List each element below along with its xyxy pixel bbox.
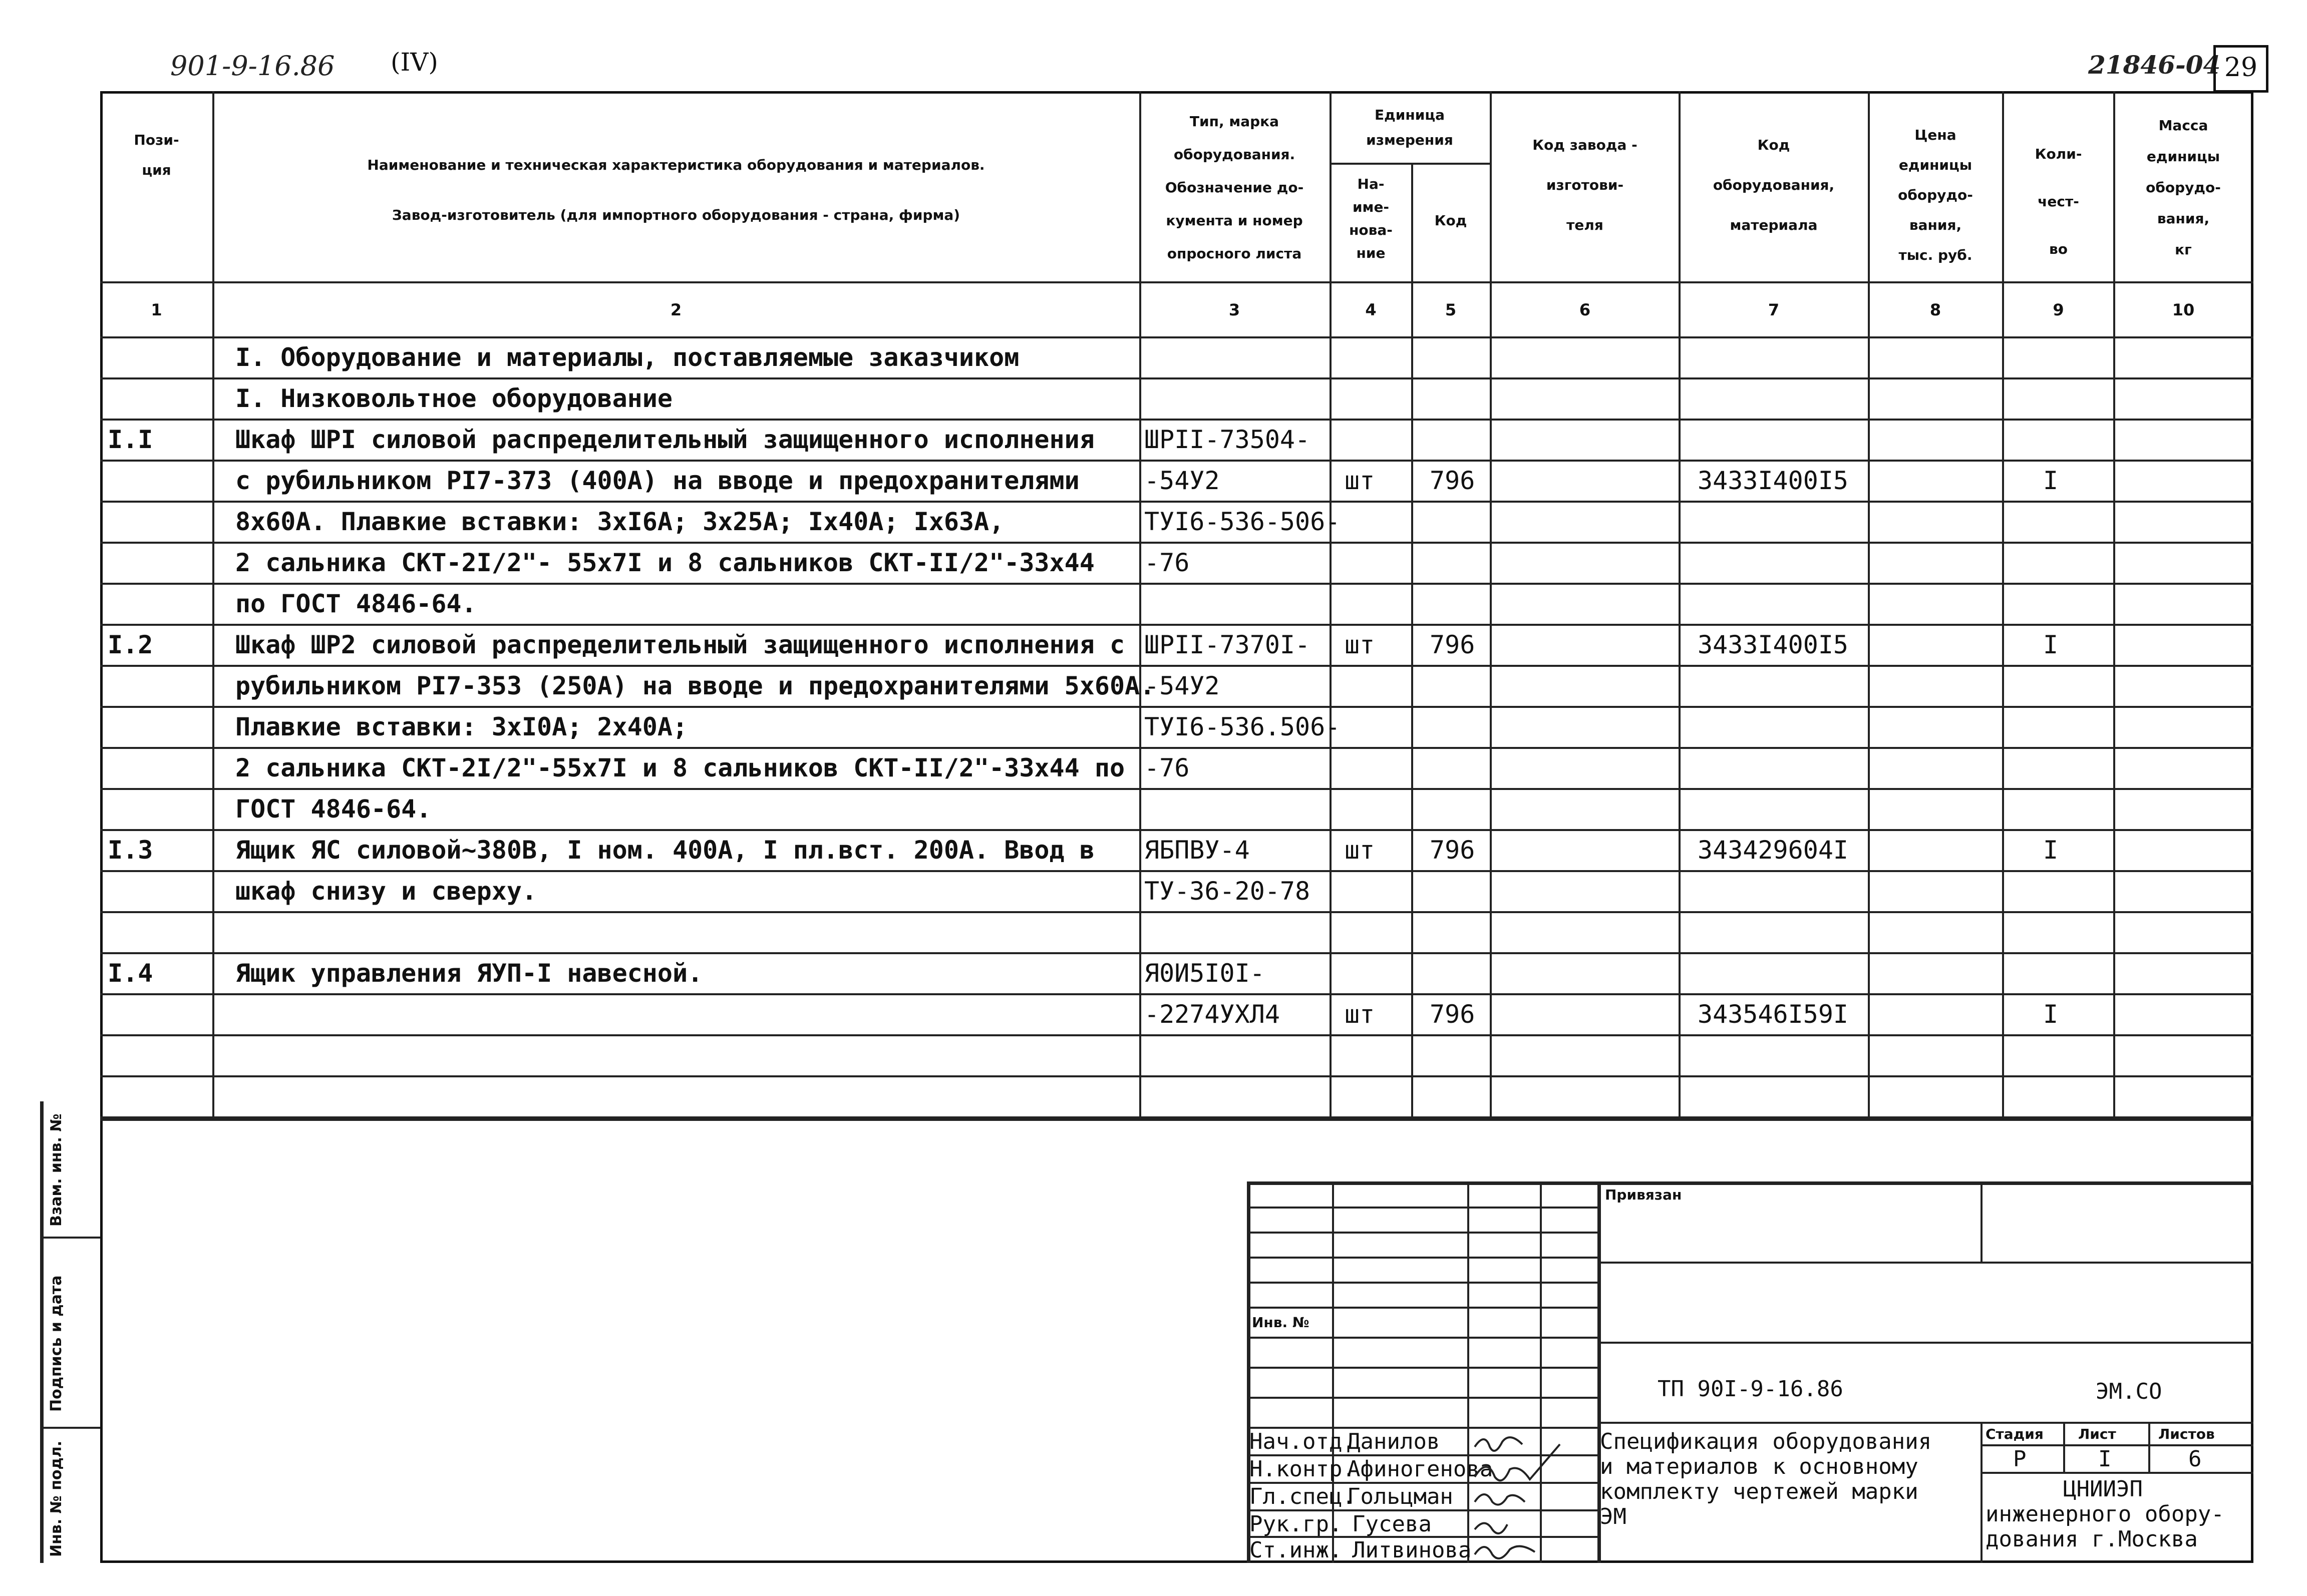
equipment-code-cell: 3433I400I5 <box>1698 630 1849 659</box>
header-mass: Масса единицы оборудо- вания, кг <box>2146 117 2221 258</box>
tb-person: Гольцман <box>1347 1484 1453 1509</box>
col-divider <box>1679 91 1681 1117</box>
row-divider <box>100 665 2253 667</box>
column-number: 4 <box>1365 300 1377 319</box>
row-divider <box>100 377 2253 379</box>
equipment-code-cell: 3433I400I5 <box>1698 466 1849 495</box>
type-cell: ТУ-36-20-78 <box>1144 877 1310 906</box>
name-cell: I. Низковольтное оборудование <box>235 384 673 413</box>
name-cell: Шкаф ШР2 силовой распределительный защищенного исполнения с <box>235 630 1125 659</box>
tb-role: Нач.отд. <box>1249 1429 1356 1454</box>
tb-role: Н.контр. <box>1249 1456 1356 1482</box>
equipment-code-cell: 343429604I <box>1698 836 1849 865</box>
tb-privyazan: Привязан <box>1605 1186 1682 1203</box>
signature-marks <box>1470 1427 1600 1562</box>
tb-div <box>1467 1181 1469 1563</box>
type-cell: -2274УХЛ4 <box>1144 1000 1280 1029</box>
header-name: Наименование и техническая характеристика оборудования и материалов. Завод-изготовитель (для импортного оборудования - страна, фирма) <box>367 157 985 223</box>
col-divider <box>1868 91 1870 1117</box>
column-number: 5 <box>1445 300 1457 319</box>
colnum-bottom <box>100 336 2253 338</box>
name-cell: Шкаф ШРI силовой распределительный защищенного исполнения <box>235 425 1095 454</box>
header-quantity: Коли- чест- во <box>2035 146 2082 257</box>
type-cell: ТУI6-536.506- <box>1144 712 1341 741</box>
equipment-code-cell: 343546I59I <box>1698 1000 1849 1029</box>
name-cell: по ГОСТ 4846-64. <box>235 589 477 618</box>
tb-div <box>1981 1181 1983 1262</box>
tb-project-code: ТП 90I-9-16.86 <box>1658 1376 1843 1402</box>
tb-div <box>2063 1422 2065 1472</box>
row-divider <box>100 542 2253 544</box>
col-divider <box>1139 91 1141 1117</box>
type-cell: Я0И5I0I- <box>1144 959 1265 988</box>
position-cell: I.I <box>108 425 153 454</box>
name-cell: с рубильником РI7-373 (400А) на вводе и предохранителями <box>235 466 1080 495</box>
sheet-mark-top-left: (IV) <box>391 48 438 77</box>
row-divider <box>100 829 2253 831</box>
header-type: Тип, марка оборудования. Обозначение до- кумента и номер опросного листа <box>1165 113 1304 262</box>
unit-name-cell: шт <box>1345 466 1375 495</box>
type-cell: -76 <box>1144 548 1190 577</box>
header-price: Цена единицы оборудо- вания, тыс. руб. <box>1898 127 1973 263</box>
side-divider <box>40 1237 100 1239</box>
side-label-inv-original: Инв. № подл. <box>48 1440 65 1557</box>
unit-code-cell: 796 <box>1430 1000 1475 1029</box>
unit-code-cell: 796 <box>1430 836 1475 865</box>
name-cell: шкаф снизу и сверху. <box>235 877 537 906</box>
column-number: 7 <box>1768 300 1780 319</box>
tb-sheet: I <box>2098 1446 2112 1472</box>
table-body-bottom <box>100 1117 2253 1121</box>
tb-div <box>2148 1422 2150 1472</box>
type-cell: -54У2 <box>1144 671 1220 700</box>
side-divider <box>40 1427 100 1429</box>
col-divider <box>2113 91 2115 1117</box>
tb-sheet-label: Лист <box>2078 1426 2116 1442</box>
row-divider <box>100 583 2253 585</box>
header-unit-name: На- име- нова- ние <box>1349 176 1393 261</box>
header-position: Пози- ция <box>134 132 179 178</box>
row-divider <box>100 501 2253 503</box>
tb-sheets-label: Листов <box>2158 1426 2215 1442</box>
type-cell: -76 <box>1144 753 1190 782</box>
name-cell: Ящик управления ЯУП-I навесной. <box>235 959 703 988</box>
unit-split <box>1330 163 1490 165</box>
row-divider <box>100 1034 2253 1036</box>
column-number: 10 <box>2172 300 2195 319</box>
position-cell: I.2 <box>108 630 153 659</box>
header-unit: Единица измерения <box>1366 107 1453 148</box>
row-divider <box>100 870 2253 872</box>
row-divider <box>100 788 2253 790</box>
col-divider <box>1490 91 1492 1117</box>
name-cell: Ящик ЯС силовой~380В, I ном. 400А, I пл.вст. 200А. Ввод в <box>235 836 1095 865</box>
row-divider <box>100 952 2253 954</box>
header-equipment-code: Код оборудования, материала <box>1713 137 1835 233</box>
tb-div <box>1981 1422 1983 1563</box>
tb-top <box>1247 1181 2253 1185</box>
tb-person: Афиногенова <box>1347 1456 1493 1482</box>
row-divider <box>100 747 2253 749</box>
column-number: 2 <box>670 300 682 319</box>
tb-org-line: ЦНИИЭП <box>2063 1476 2143 1502</box>
tb-org-line: инженерного обору- <box>1986 1501 2224 1527</box>
tb-title-line: ЭМ <box>1600 1504 1626 1529</box>
col-divider <box>212 91 214 1117</box>
tb-row <box>1981 1472 2253 1474</box>
tb-inv-no: Инв. № <box>1252 1314 1309 1331</box>
tb-title-line: и материалов к основному <box>1600 1454 1918 1479</box>
row-divider <box>100 706 2253 708</box>
tb-row <box>1247 1282 1597 1284</box>
tb-row <box>1247 1257 1597 1259</box>
col-divider <box>1330 91 1332 1117</box>
type-cell: -54У2 <box>1144 466 1220 495</box>
unit-code-cell: 796 <box>1430 466 1475 495</box>
tb-row <box>1247 1367 1597 1369</box>
unit-code-cell: 796 <box>1430 630 1475 659</box>
header-factory-code: Код завода - изготови- теля <box>1532 137 1637 233</box>
tb-row <box>1247 1207 1597 1209</box>
name-cell: 2 сальника СКТ-2I/2"-55х7I и 8 сальников СКТ-II/2"-33х44 по <box>235 753 1125 782</box>
sheet-code-top-left: 901-9-16.86 <box>170 50 335 82</box>
column-number: 3 <box>1228 300 1240 319</box>
name-cell: Плавкие вставки: 3хI0А; 2х40А; <box>235 712 688 741</box>
sheet-code-top-right: 21846-04 <box>2088 50 2221 80</box>
type-cell: ЯБПВУ-4 <box>1144 836 1250 865</box>
tb-person: Гусева <box>1352 1511 1432 1537</box>
tb-row <box>1247 1232 1597 1234</box>
name-cell: рубильником РI7-353 (250А) на вводе и предохранителями 5х60А. <box>235 671 1155 700</box>
tb-row <box>1597 1422 2253 1424</box>
row-divider <box>100 911 2253 913</box>
col-divider <box>2002 91 2004 1117</box>
position-cell: I.3 <box>108 836 153 865</box>
tb-stage-label: Стадия <box>1986 1426 2044 1442</box>
unit-name-cell: шт <box>1345 630 1375 659</box>
column-number: 6 <box>1579 300 1591 319</box>
name-cell: 8х60А. Плавкие вставки: 3хI6А; 3х25А; Iх40А; Iх63А, <box>235 507 1005 536</box>
tb-sheets: 6 <box>2188 1446 2202 1472</box>
row-divider <box>100 419 2253 421</box>
tb-person: Литвинова <box>1352 1537 1472 1563</box>
row-divider <box>100 460 2253 462</box>
left-margin-line <box>40 1101 44 1563</box>
quantity-cell: I <box>2043 1000 2059 1029</box>
column-number: 1 <box>151 300 162 319</box>
tb-row <box>1597 1342 2253 1344</box>
tb-stage: Р <box>2013 1446 2027 1472</box>
tb-row <box>1247 1337 1597 1339</box>
side-label-signature-date: Подпись и дата <box>48 1275 65 1412</box>
tb-role: Рук.гр. <box>1249 1511 1343 1537</box>
type-cell: ШРII-7370I- <box>1144 630 1310 659</box>
tb-title-line: Спецификация оборудования <box>1600 1429 1932 1454</box>
column-number: 8 <box>1929 300 1941 319</box>
tb-org-line: дования г.Москва <box>1986 1526 2198 1552</box>
type-cell: ТУI6-536-506- <box>1144 507 1341 536</box>
unit-name-cell: шт <box>1345 836 1375 865</box>
tb-row <box>1247 1307 1597 1309</box>
row-divider <box>100 1075 2253 1077</box>
header-unit-code: Код <box>1434 212 1467 229</box>
row-divider <box>100 624 2253 626</box>
tb-row <box>1247 1397 1597 1399</box>
column-number: 9 <box>2053 300 2064 319</box>
quantity-cell: I <box>2043 630 2059 659</box>
page-number: 29 <box>2224 53 2258 83</box>
side-label-replace-inv: Взам. инв. № <box>48 1113 65 1227</box>
header-bottom <box>100 281 2253 283</box>
tb-doc-mark: ЭМ.СО <box>2096 1379 2162 1404</box>
name-cell: 2 сальника СКТ-2I/2"- 55х7I и 8 сальников СКТ-II/2"-33х44 <box>235 548 1095 577</box>
position-cell: I.4 <box>108 959 153 988</box>
name-cell: ГОСТ 4846-64. <box>235 794 432 824</box>
unit-name-cell: шт <box>1345 1000 1375 1029</box>
tb-role: Ст.инж. <box>1249 1537 1343 1563</box>
tb-row <box>1597 1262 2253 1264</box>
tb-person: Данилов <box>1347 1429 1440 1454</box>
row-divider <box>100 993 2253 995</box>
quantity-cell: I <box>2043 836 2059 865</box>
tb-title-line: комплекту чертежей марки <box>1600 1479 1918 1504</box>
type-cell: ШРII-73504- <box>1144 425 1310 454</box>
tb-role: Гл.спец. <box>1249 1484 1356 1509</box>
name-cell: I. Оборудование и материалы, поставляемые заказчиком <box>235 343 1020 372</box>
quantity-cell: I <box>2043 466 2059 495</box>
